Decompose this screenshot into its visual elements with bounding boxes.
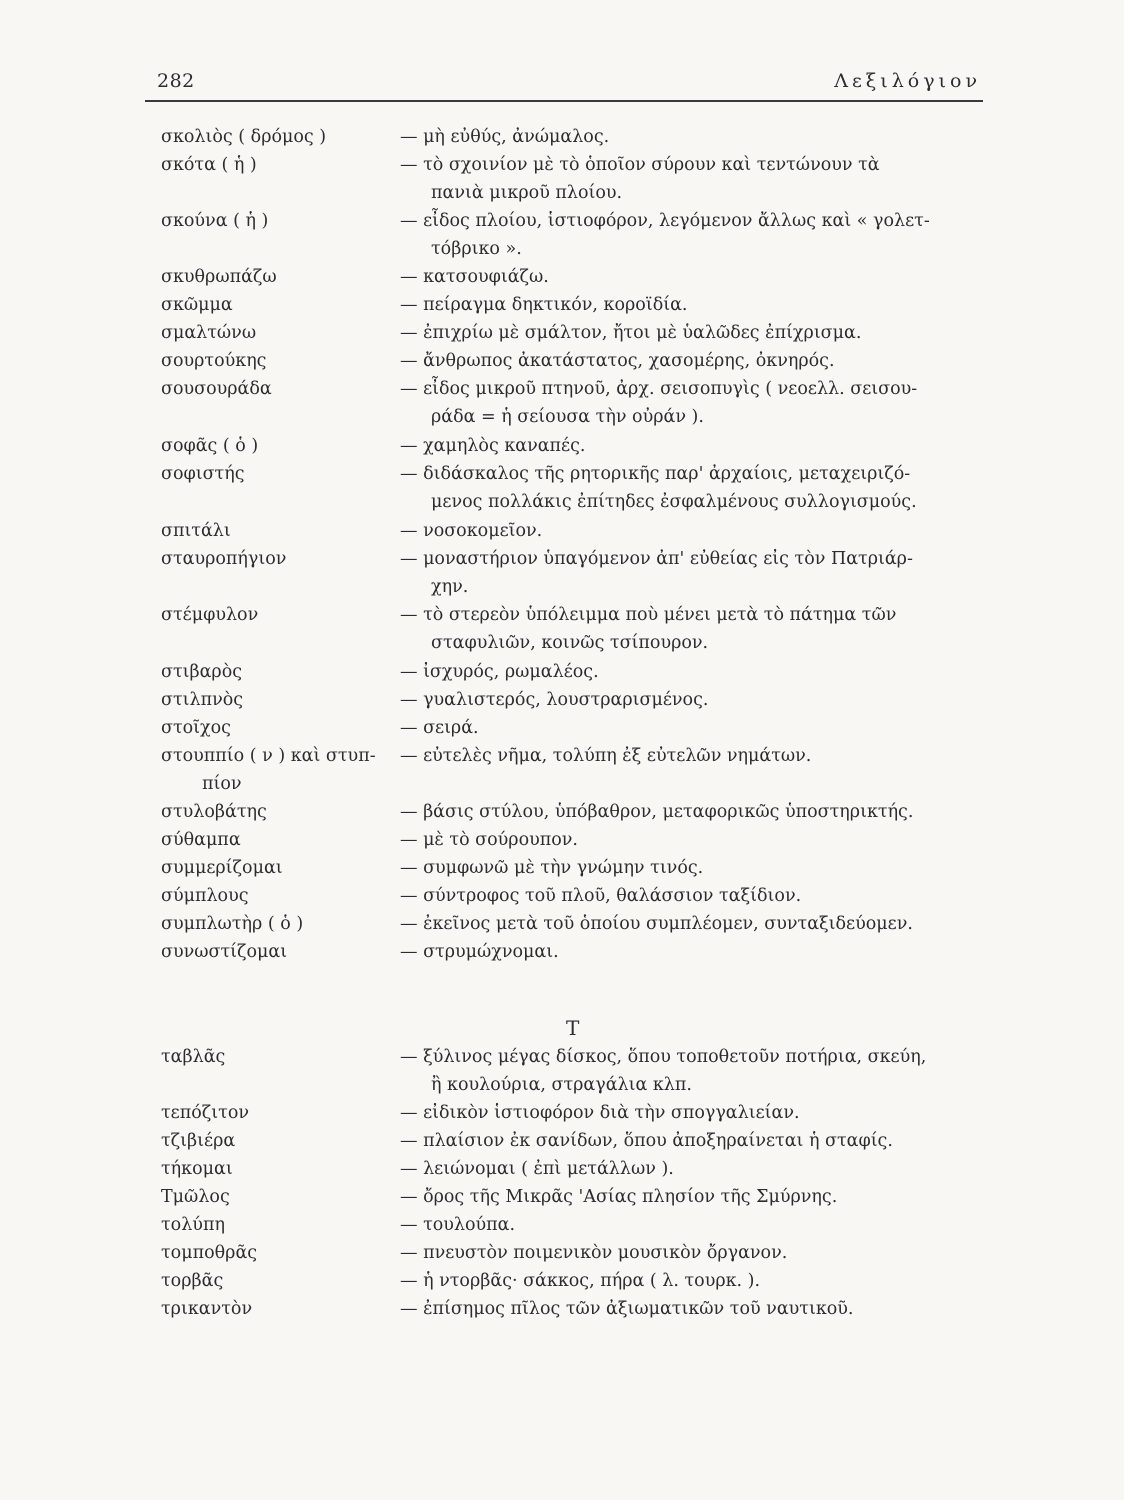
definition-line-continuation: τόβρικο ». xyxy=(431,238,522,259)
entry-term xyxy=(161,208,391,236)
term-text: σουσουράδα xyxy=(161,379,272,399)
definition-line-continuation: πανιὰ μικροῦ πλοίου. xyxy=(431,182,623,203)
entry-definition xyxy=(400,546,990,601)
entry-definition xyxy=(400,715,990,743)
term-text: συνωστίζομαι xyxy=(161,942,288,962)
definition-line: — ἡ ντορβᾶς· σάκκος, πήρα ( λ. τουρκ. ). xyxy=(400,1271,761,1291)
definition-line: — νοσοκομεῖον. xyxy=(400,521,543,541)
entry-term xyxy=(161,1212,391,1240)
definition-line: — πλαίσιον ἐκ σανίδων, ὅπου ἀποξηραίνεται ἡ σταφίς. xyxy=(400,1131,893,1151)
term-text: τομποθρᾶς xyxy=(161,1243,258,1263)
term-text: σταυροπήγιον xyxy=(161,549,287,569)
entry-term xyxy=(161,799,391,827)
entry-definition xyxy=(400,433,990,461)
definition-line: — τὸ σχοινίον μὲ τὸ ὁποῖον σύρουν καὶ τεντώνουν τὰ xyxy=(400,155,880,175)
term-text: στιλπνὸς xyxy=(161,690,244,710)
definition-line-continuation: ἢ κουλούρια, στραγάλια κλπ. xyxy=(431,1074,692,1095)
term-text: συμμερίζομαι xyxy=(161,858,283,878)
entry-term xyxy=(161,292,391,320)
term-text: σοφιστής xyxy=(161,464,245,484)
term-text: τορβᾶς xyxy=(161,1271,224,1291)
term-text: τολύπη xyxy=(161,1215,225,1235)
entry-definition xyxy=(400,1156,990,1184)
entry-definition xyxy=(400,461,990,516)
term-text: στυλοβάτης xyxy=(161,802,267,822)
entry-term xyxy=(161,433,391,461)
definition-line: — ἰσχυρός, ρωμαλέος. xyxy=(400,662,599,682)
term-text: σπιτάλι xyxy=(161,521,231,541)
definition-line-continuation: σταφυλιῶν, κοινῶς τσίπουρον. xyxy=(431,632,709,653)
term-text: σκολιὸς ( δρόμος ) xyxy=(161,127,327,147)
entry-definition xyxy=(400,292,990,320)
definition-line: — γυαλιστερός, λουστραρισμένος. xyxy=(400,690,709,710)
term-text: τρικαντὸν xyxy=(161,1299,253,1319)
term-text: σκούνα ( ἡ ) xyxy=(161,211,269,231)
definition-line: — ἐκεῖνος μετὰ τοῦ ὁποίου συμπλέομεν, συνταξιδεύομεν. xyxy=(400,914,913,934)
entry-term xyxy=(161,855,391,883)
entry-term xyxy=(161,264,391,292)
entry-definition xyxy=(400,348,990,376)
entry-term xyxy=(161,376,391,404)
entry-definition xyxy=(400,1128,990,1156)
entry-definition xyxy=(400,743,990,771)
term-text: στιβαρὸς xyxy=(161,662,243,682)
term-text: Τμῶλος xyxy=(161,1187,230,1207)
term-text: σουρτούκης xyxy=(161,351,267,371)
definition-line: — χαμηλὸς καναπές. xyxy=(400,436,586,456)
entry-definition xyxy=(400,659,990,687)
entry-term xyxy=(161,152,391,180)
entry-term xyxy=(161,715,391,743)
definition-line-continuation: χην. xyxy=(431,576,469,597)
definition-line: — τουλούπα. xyxy=(400,1215,516,1235)
term-text: σκῶμμα xyxy=(161,295,233,315)
term-text: τζιβιέρα xyxy=(161,1131,236,1151)
entry-term xyxy=(161,659,391,687)
entry-term xyxy=(161,1240,391,1268)
entry-definition xyxy=(400,152,990,207)
entry-definition xyxy=(400,911,990,939)
entry-definition xyxy=(400,1296,990,1324)
entry-definition xyxy=(400,1184,990,1212)
definition-line-continuation: μενος πολλάκις ἐπίτηδες ἐσφαλμένους συλλογισμούς. xyxy=(431,491,917,512)
term-text: στοῖχος xyxy=(161,718,231,738)
entry-definition xyxy=(400,124,990,152)
definition-line: — εὐτελὲς νῆμα, τολύπη ἐξ εὐτελῶν νημάτων. xyxy=(400,746,812,766)
entry-term xyxy=(161,1296,391,1324)
definition-line: — πνευστὸν ποιμενικὸν μουσικὸν ὄργανον. xyxy=(400,1243,788,1263)
entry-definition xyxy=(400,1268,990,1296)
entry-definition xyxy=(400,602,990,657)
entry-term xyxy=(161,124,391,152)
term-text-continuation: πίον xyxy=(202,773,242,794)
definition-line: — τὸ στερεὸν ὑπόλειμμα ποὺ μένει μετὰ τὸ πάτημα τῶν xyxy=(400,605,897,625)
entry-term xyxy=(161,883,391,911)
entry-definition xyxy=(400,1100,990,1128)
term-text: σοφᾶς ( ὁ ) xyxy=(161,436,259,456)
term-text: σύμπλους xyxy=(161,886,249,906)
entry-term xyxy=(161,687,391,715)
entry-definition xyxy=(400,1212,990,1240)
definition-line: — διδάσκαλος τῆς ρητορικῆς παρ' ἀρχαίοις, μεταχειριζό- xyxy=(400,464,911,484)
term-text: συμπλωτὴρ ( ὁ ) xyxy=(161,914,304,934)
running-title: Λεξιλόγιον xyxy=(834,70,981,92)
term-text: στέμφυλον xyxy=(161,605,259,625)
entry-definition xyxy=(400,799,990,827)
section-letter: Τ xyxy=(566,1016,580,1040)
term-text: σμαλτώνω xyxy=(161,323,257,343)
definition-line: — βάσις στύλου, ὑπόβαθρον, μεταφορικῶς ὑποστηρικτής. xyxy=(400,802,914,822)
page-number: 282 xyxy=(157,70,195,92)
entry-term xyxy=(161,911,391,939)
entry-term xyxy=(161,939,391,967)
definition-line: — σειρά. xyxy=(400,718,479,738)
entry-term xyxy=(161,1100,391,1128)
entry-term xyxy=(161,1044,391,1072)
definition-line: — εἰδικὸν ἱστιοφόρον διὰ τὴν σπογγαλιείαν. xyxy=(400,1103,800,1123)
term-text: τεπόζιτον xyxy=(161,1103,249,1123)
entry-term xyxy=(161,1156,391,1184)
definition-line-continuation: ράδα = ἡ σείουσα τὴν οὐράν ). xyxy=(431,406,704,427)
definition-line: — στρυμώχνομαι. xyxy=(400,942,559,962)
entry-definition xyxy=(400,939,990,967)
entry-term xyxy=(161,827,391,855)
entry-definition xyxy=(400,883,990,911)
definition-line: — εἶδος μικροῦ πτηνοῦ, ἀρχ. σεισοπυγὶς ( νεοελλ. σεισου- xyxy=(400,379,918,399)
definition-line: — ἄνθρωπος ἀκατάστατος, χασομέρης, ὀκνηρός. xyxy=(400,351,835,371)
entry-definition xyxy=(400,320,990,348)
definition-line: — ξύλινος μέγας δίσκος, ὅπου τοποθετοῦν ποτήρια, σκεύη, xyxy=(400,1047,927,1067)
entry-definition xyxy=(400,208,990,263)
definition-line: — ὄρος τῆς Μικρᾶς 'Ασίας πλησίον τῆς Σμύρνης. xyxy=(400,1187,838,1207)
definition-line: — μοναστήριον ὑπαγόμενον ἀπ' εὐθείας εἰς τὸν Πατριάρ- xyxy=(400,549,913,569)
entry-term xyxy=(161,1184,391,1212)
entry-term xyxy=(161,743,391,798)
term-text: σκυθρωπάζω xyxy=(161,267,277,287)
entry-term xyxy=(161,348,391,376)
definition-line: — σύντροφος τοῦ πλοῦ, θαλάσσιον ταξίδιον. xyxy=(400,886,802,906)
entry-definition xyxy=(400,264,990,292)
entry-definition xyxy=(400,1044,990,1099)
entry-definition xyxy=(400,827,990,855)
entry-term xyxy=(161,1268,391,1296)
entry-term xyxy=(161,546,391,574)
term-text: στουππίο ( ν ) καὶ στυπ- xyxy=(161,746,376,766)
definition-line: — ἐπιχρίω μὲ σμάλτον, ἤτοι μὲ ὑαλῶδες ἐπίχρισμα. xyxy=(400,323,862,343)
definition-line: — πείραγμα δηκτικόν, κοροϊδία. xyxy=(400,295,688,315)
definition-line: — μὲ τὸ σούρουπον. xyxy=(400,830,578,850)
entry-term xyxy=(161,320,391,348)
definition-line: — λειώνομαι ( ἐπὶ μετάλλων ). xyxy=(400,1159,674,1179)
entry-term xyxy=(161,461,391,489)
entry-definition xyxy=(400,518,990,546)
definition-line: — εἶδος πλοίου, ἱστιοφόρον, λεγόμενον ἄλλως καὶ « γολετ- xyxy=(400,211,930,231)
entry-definition xyxy=(400,687,990,715)
entry-definition xyxy=(400,855,990,883)
entry-definition xyxy=(400,1240,990,1268)
definition-line: — κατσουφιάζω. xyxy=(400,267,549,287)
term-text: σύθαμπα xyxy=(161,830,241,850)
entry-term xyxy=(161,602,391,630)
entry-term xyxy=(161,518,391,546)
entry-definition xyxy=(400,376,990,431)
term-text: σκότα ( ἡ ) xyxy=(161,155,257,175)
definition-line: — μὴ εὐθύς, ἀνώμαλος. xyxy=(400,127,610,147)
definition-line: — συμφωνῶ μὲ τὴν γνώμην τινός. xyxy=(400,858,704,878)
definition-line: — ἐπίσημος πῖλος τῶν ἀξιωματικῶν τοῦ ναυτικοῦ. xyxy=(400,1299,854,1319)
term-text: τήκομαι xyxy=(161,1159,233,1179)
term-text: ταβλᾶς xyxy=(161,1047,226,1067)
entry-term xyxy=(161,1128,391,1156)
